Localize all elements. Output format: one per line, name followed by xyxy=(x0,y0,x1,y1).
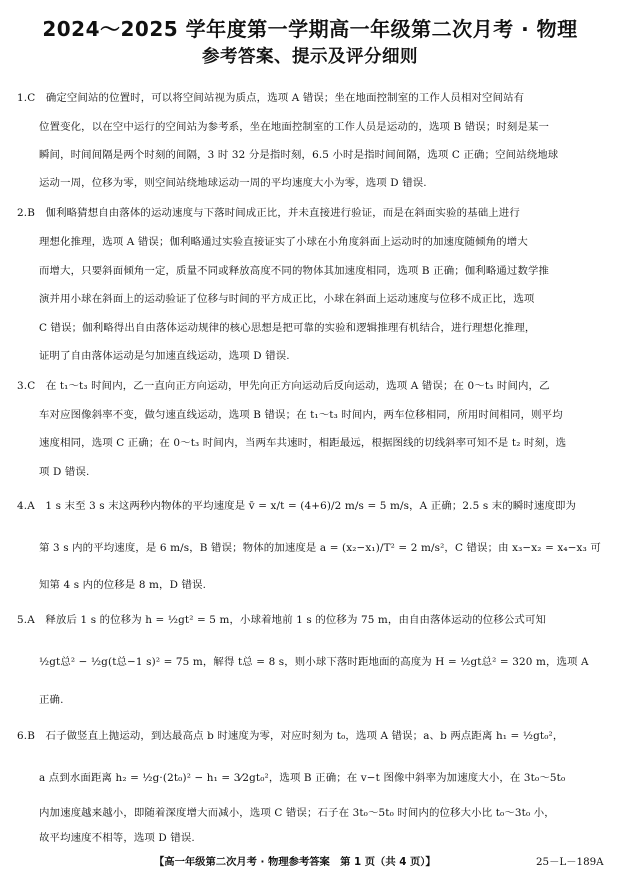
answer-line: 知第 4 s 内的位移是 8 m，D 错误. xyxy=(39,579,207,591)
answer-line: ½gt总² − ½g(t总−1 s)² = 75 m，解得 t总 = 8 s，则小球下落时距地面的高度为 H = ½gt总² = 320 m，选项 A xyxy=(39,656,589,668)
answer-line: C 错误；伽利略得出自由落体运动规律的核心思想是把可靠的实验和逻辑推理有机结合，进行理想化推理， xyxy=(39,322,536,334)
document-title: 2024～2025 学年度第一学期高一年级第二次月考 · 物理 xyxy=(42,17,578,41)
answer-line: 6.B 石子做竖直上抛运动，到达最高点 b 时速度为零，对应时刻为 t₀，选项 A 错误；a、b 两点距离 h₁ = ½gt₀²， xyxy=(17,730,564,742)
answer-line: 证明了自由落体运动是匀加速直线运动，选项 D 错误. xyxy=(39,350,290,362)
answer-line: 2.B 伽利略猜想自由落体的运动速度与下落时间成正比，并未直接进行验证，而是在斜面实验的基础上进行 xyxy=(17,207,520,219)
answer-line: 第 3 s 内的平均速度，是 6 m/s，B 错误；物体的加速度是 a = (x₂−x₁)/T² = 2 m/s²，C 错误；由 x₃−x₂ = x₄−x₃ 可 xyxy=(39,542,601,554)
answer-line: 车对应图像斜率不变，做匀速直线运动，选项 B 错误；在 t₁～t₃ 时间内，两车位移相同，所用时间相同，则平均 xyxy=(39,409,563,421)
answer-line: 内加速度越来越小，即随着深度增大而减小，选项 C 错误；石子在 3t₀～5t₀ 时间内的位移大小比 t₀～3t₀ 小， xyxy=(39,807,555,819)
answer-line: 1.C 确定空间站的位置时，可以将空间站视为质点，选项 A 错误；坐在地面控制室的工作人员相对空间站有 xyxy=(17,92,525,104)
answer-line: 项 D 错误. xyxy=(39,466,90,478)
answer-line: 理想化推理，选项 A 错误；伽利略通过实验直接证实了小球在小角度斜面上运动时的加速度随倾角的增大 xyxy=(39,236,528,248)
answer-line: 5.A 释放后 1 s 的位移为 h = ½gt² = 5 m，小球着地前 1 s 的位移为 75 m，由自由落体运动的位移公式可知 xyxy=(17,614,547,626)
answer-line: 运动一周，位移为零，则空间站绕地球运动一周的平均速度大小为零，选项 D 错误. xyxy=(39,177,427,189)
document-code: 25－L－189A xyxy=(536,856,604,868)
answer-line: 而增大，只要斜面倾角一定，质量不同或释放高度不同的物体其加速度相同，选项 B 正确；伽利略通过数学推 xyxy=(39,265,550,277)
answer-line: 故平均速度不相等，选项 D 错误. xyxy=(39,832,195,844)
answer-line: 3.C 在 t₁～t₃ 时间内，乙一直向正方向运动，甲先向正方向运动后反向运动，选项 A 错误；在 0～t₃ 时间内，乙 xyxy=(17,380,550,392)
answer-line: a 点到水面距离 h₂ = ½g·(2t₀)² − h₁ = 3⁄2gt₀²，选项 B 正确；在 v−t 图像中斜率为加速度大小，在 3t₀～5t₀ xyxy=(39,772,566,784)
answer-line: 速度相同，选项 C 正确；在 0～t₃ 时间内，当两车共速时，相距最远，根据图线的切线斜率可知不是 t₂ 时刻，选 xyxy=(39,437,567,449)
footer-text: 【高一年级第二次月考 · 物理参考答案 第 1 页（共 4 页）】 xyxy=(154,856,436,868)
document-subtitle: 参考答案、提示及评分细则 xyxy=(202,47,418,67)
answer-line: 演并用小球在斜面上的运动验证了位移与时间的平方成正比，小球在斜面上运动速度与位移不成正比，选项 xyxy=(39,293,535,305)
answer-line: 瞬间，时间间隔是两个时刻的间隔，3 时 32 分是指时刻，6.5 小时是指时间间隔，选项 C 正确；空间站绕地球 xyxy=(39,149,559,161)
answer-line: 4.A 1 s 末至 3 s 末这两秒内物体的平均速度是 v̄ = x/t = (4+6)/2 m/s = 5 m/s，A 正确；2.5 s 末的瞬时速度即为 xyxy=(17,500,577,512)
answer-line: 位置变化，以在空中运行的空间站为参考系，坐在地面控制室的工作人员是运动的，选项 B 错误；时刻是某一 xyxy=(39,121,550,133)
answer-line: 正确. xyxy=(39,694,64,706)
